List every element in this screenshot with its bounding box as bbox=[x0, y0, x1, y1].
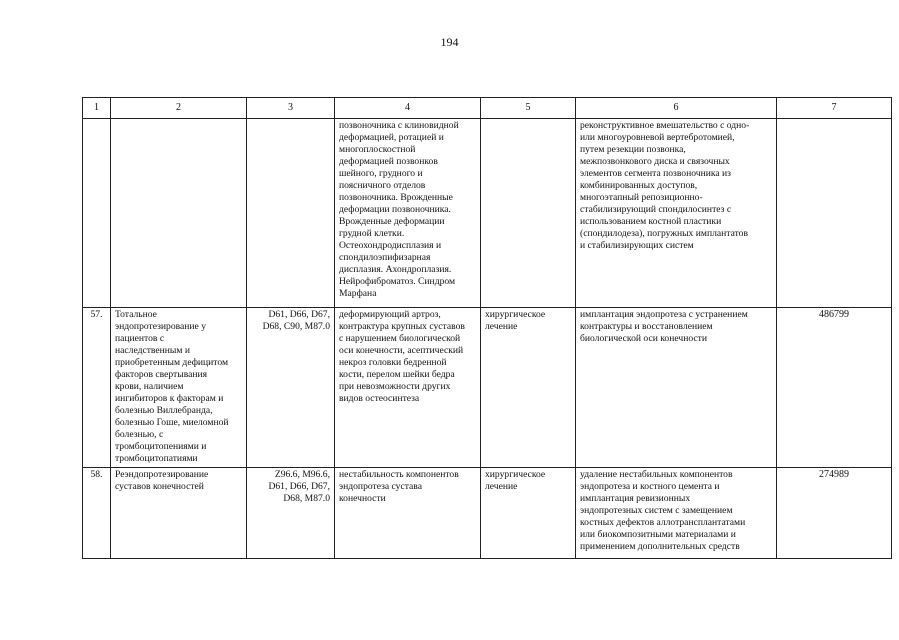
service-name-cell: Тотальное эндопротезирование у пациентов с наследственным и приобретенным дефицитом факторов свертывания крови, наличием ингибиторов к факторам и болезнью Виллебранда, болезнью Гоше, миеломной болезнью, с тромбоцитопениями и тромбоцитопатиями bbox=[111, 308, 247, 468]
table-row bbox=[83, 119, 892, 308]
treatment-type-cell: хирургическое лечение bbox=[481, 308, 576, 468]
row-number-cell: 57. bbox=[83, 308, 111, 468]
column-header: 3 bbox=[247, 98, 335, 119]
treatment-method-cell: реконструктивное вмешательство с одно- или многоуровневой вертебротомией, путем резекции позвонка, межпозвонкового диска и связочных элементов сегмента позвоночника из комбинированных доступов, многоэтапный репозиционно- стабилизирующий спондилосинтез с использованием костной пластики (спондилодеза), погружных имплантатов и стабилизирующих систем bbox=[576, 119, 777, 308]
services-table bbox=[82, 97, 892, 559]
column-number-row bbox=[83, 98, 892, 119]
treatment-method-cell: имплантация эндопротеза с устранением контрактуры и восстановлением биологической оси конечности bbox=[576, 308, 777, 468]
column-header: 1 bbox=[83, 98, 111, 119]
price-cell: 486799 bbox=[777, 308, 892, 468]
page-number: 194 bbox=[440, 35, 459, 49]
column-header: 6 bbox=[576, 98, 777, 119]
row-number-cell: 58. bbox=[83, 468, 111, 559]
treatment-type-cell: хирургическое лечение bbox=[481, 468, 576, 559]
patient-model-cell: позвоночника с клиновидной деформацией, ротацией и многоплоскостной деформацией позвонков шейного, грудного и поясничного отделов позвоночника. Врожденные деформации позвоночника. Врожденные деформации грудной клетки. Остеохондродисплазия и спондилоэпифизарная дисплазия. Ахондроплазия. Нейрофиброматоз. Синдром Марфана bbox=[335, 119, 481, 308]
column-header: 7 bbox=[777, 98, 892, 119]
service-name-cell bbox=[111, 119, 247, 308]
icd-codes-cell: D61, D66, D67, D68, C90, M87.0 bbox=[247, 308, 335, 468]
column-header: 2 bbox=[111, 98, 247, 119]
icd-codes-cell: Z96.6, M96.6, D61, D66, D67, D68, M87.0 bbox=[247, 468, 335, 559]
treatment-type-cell bbox=[481, 119, 576, 308]
table-row bbox=[83, 308, 892, 468]
icd-codes-cell bbox=[247, 119, 335, 308]
table-row bbox=[83, 468, 892, 559]
row-number-cell bbox=[83, 119, 111, 308]
price-cell bbox=[777, 119, 892, 308]
patient-model-cell: деформирующий артроз, контрактура крупных суставов с нарушением биологической оси конечности, асептический некроз головки бедренной кости, перелом шейки бедра при невозможности других видов остеосинтеза bbox=[335, 308, 481, 468]
column-header: 4 bbox=[335, 98, 481, 119]
patient-model-cell: нестабильность компонентов эндопротеза сустава конечности bbox=[335, 468, 481, 559]
treatment-method-cell: удаление нестабильных компонентов эндопротеза и костного цемента и имплантация ревизионных эндопротезных систем с замещением костных дефектов аллотрансплантатами или биокомпозитными материалами и применением дополнительных средств bbox=[576, 468, 777, 559]
price-cell: 274989 bbox=[777, 468, 892, 559]
column-header: 5 bbox=[481, 98, 576, 119]
service-name-cell: Реэндопротезирование суставов конечностей bbox=[111, 468, 247, 559]
